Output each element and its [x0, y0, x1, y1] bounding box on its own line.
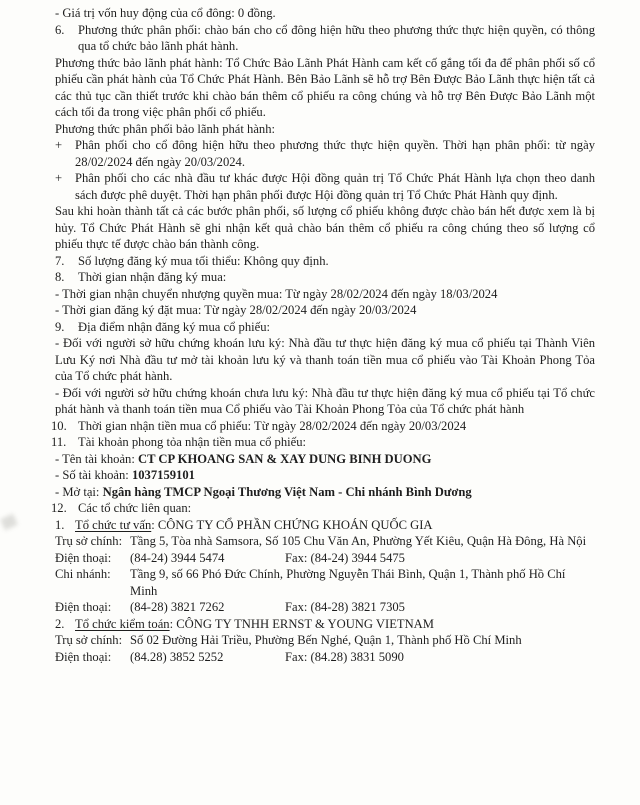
bank-label: - Mở tại:: [55, 484, 103, 499]
org-2-role: Tổ chức kiểm toán: [75, 616, 170, 631]
numbered-item-10: [51, 418, 595, 435]
item-6-method-paragraph: Phương thức phân phối bảo lãnh phát hành:: [55, 121, 276, 136]
org-1-colon: :: [151, 517, 158, 532]
numbered-item-9: [55, 319, 595, 336]
plus-marker: +: [55, 171, 63, 185]
item-8-dash-line-1: - Thời gian nhận chuyển nhượng quyền mua: Từ ngày 28/02/2024 đến ngày 18/03/2024: [55, 286, 498, 301]
item-9-dash-paragraph-1: - Đối với người sở hữu chứng khoán lưu ký: Nhà đầu tư thực hiện đăng ký mua cổ phiếu tại Thành Viên Lưu Ký nơi Nhà đầu tư mở tài khoản lưu ký và thanh toán tiền mua cổ phiếu vào Tài Khoản Phong Tỏa của Tổ chức phát hành.: [55, 336, 595, 383]
item-9-number: 9.: [55, 319, 65, 334]
phone-label: Điện thoại:: [55, 550, 112, 565]
numbered-item-12: [51, 500, 595, 517]
plus-bullet-1: [55, 137, 595, 170]
item-8-title: Thời gian nhận đăng ký mua:: [78, 270, 227, 284]
bank-value: Ngân hàng TMCP Ngoại Thương Việt Nam - Chi nhánh Bình Dương: [102, 484, 472, 499]
branch-label: Chi nhánh:: [55, 567, 111, 581]
phone-label: Điện thoại:: [55, 600, 112, 614]
org-2-number: 2.: [55, 616, 65, 631]
item-7-title: Số lượng đăng ký mua tối thiểu: Không quy định.: [78, 253, 329, 268]
phone-value: (84-28) 3821 7262: [130, 600, 225, 614]
item-8-number: 8.: [55, 270, 65, 284]
headoffice-value: Tầng 5, Tòa nhà Samsora, Số 105 Chu Văn An, Phường Yết Kiêu, Quận Hà Đông, Hà Nội: [130, 534, 587, 548]
fax-value: Fax: (84.28) 3831 5090: [285, 649, 404, 664]
headoffice-label: Trụ sở chính:: [55, 633, 123, 647]
numbered-item-8: [55, 269, 595, 286]
item-8-dash-line-2: - Thời gian đăng ký đặt mua: Từ ngày 28/02/2024 đến ngày 20/03/2024: [55, 303, 417, 317]
numbered-item-6: [55, 22, 595, 55]
item-6-closing-paragraph: Sau khi hoàn thành tất cả các bước phân phối, số lượng cổ phiếu không được chào bán hết được xem là bị hủy. Tổ Chức Phát Hành sẽ ghi nhận kết quả chào bán thêm cổ phiếu ra công chúng theo số lượng cổ phiếu thực tế được chào bán thành công.: [55, 204, 595, 251]
plus-bullet-2: [55, 170, 595, 203]
item-12-number: 12.: [51, 501, 67, 515]
phone-value: (84.28) 3852 5252: [130, 649, 224, 664]
numbered-item-11: [51, 434, 595, 451]
phone-value: (84-24) 3944 5474: [130, 550, 225, 565]
org-1-title: [75, 517, 595, 534]
item-12-title: Các tổ chức liên quan:: [78, 501, 192, 515]
numbered-item-7: [55, 253, 595, 270]
org-1-headoffice-row: [55, 533, 595, 550]
account-name-value: CT CP KHOANG SAN & XAY DUNG BINH DUONG: [138, 451, 432, 466]
account-number-label: - Số tài khoản:: [55, 468, 132, 482]
account-name-label: - Tên tài khoản:: [55, 451, 139, 466]
org-1-heading: [55, 517, 595, 534]
plus-marker: +: [55, 138, 63, 152]
item-9-title: Địa điểm nhận đăng ký mua cổ phiếu:: [78, 319, 271, 334]
account-number-line: [55, 467, 595, 484]
headoffice-label: Trụ sở chính:: [55, 534, 123, 548]
bank-line: [55, 484, 595, 501]
account-number-value: 1037159101: [131, 468, 195, 482]
org-1-branch-row: [55, 566, 595, 599]
fax-value: Fax: (84-24) 3944 5475: [285, 550, 405, 565]
org-1-number: 1.: [55, 517, 65, 532]
plus-bullet-1-text: Phân phối cho cổ đông hiện hữu theo phương thức thực hiện quyền. Thời hạn phân phối: từ ngày 28/02/2024 đến ngày 20/03/2024.: [75, 138, 595, 169]
org-1-name: CÔNG TY CỔ PHẦN CHỨNG KHOÁN QUỐC GIA: [157, 517, 433, 532]
org-2-heading: [55, 616, 595, 633]
phone-label: Điện thoại:: [55, 649, 112, 664]
account-name-line: [55, 451, 595, 468]
item-9-dash-paragraph-2: - Đối với người sở hữu chứng khoán chưa lưu ký: Nhà đầu tư thực hiện đăng ký mua cổ phiếu tại Tổ chức phát hành và thanh toán tiền mua Cổ phiếu vào Tài Khoản Phong Tỏa của Tổ chức phát hành: [55, 385, 595, 416]
fax-value: Fax: (84-28) 3821 7305: [285, 600, 405, 614]
org-1-role: Tổ chức tư vấn: [75, 517, 152, 532]
lead-dash-line: - Giá trị vốn huy động của cổ đông: 0 đồng.: [55, 6, 276, 20]
item-11-number: 11.: [51, 435, 67, 449]
org-1-phone-row: [55, 550, 595, 567]
org-2-headoffice-row: [55, 632, 595, 649]
item-6-number: 6.: [55, 22, 65, 37]
org-2-title: [75, 616, 595, 633]
item-6-title: Phương thức phân phối: chào bán cho cổ đông hiện hữu theo phương thức thực hiện quyền, có thông qua tổ chức bảo lãnh phát hành.: [78, 22, 595, 53]
scan-smudge-artifact: [0, 514, 18, 531]
org-2-colon: :: [169, 616, 177, 631]
item-11-title: Tài khoản phong tỏa nhận tiền mua cổ phiếu:: [78, 435, 307, 449]
branch-value: Tầng 9, số 66 Phó Đức Chính, Phường Nguyễn Thái Bình, Quận 1, Thành phố Hồ Chí Minh: [130, 567, 566, 598]
headoffice-value: Số 02 Đường Hải Triều, Phường Bến Nghé, Quận 1, Thành phố Hồ Chí Minh: [130, 633, 522, 647]
org-1-branch-phone-row: [55, 599, 595, 616]
org-2-phone-row: [55, 649, 595, 666]
item-10-title: Thời gian nhận tiền mua cổ phiếu: Từ ngày 28/02/2024 đến ngày 20/03/2024: [78, 418, 467, 433]
item-6-underwriting-paragraph: Phương thức bảo lãnh phát hành: Tổ Chức Bảo Lãnh Phát Hành cam kết cố gắng tối đa để phân phối số cổ phiếu cần phát hành của Tổ Chức Phát Hành. Bên Bảo Lãnh sẽ hỗ trợ Bên Được Bảo Lãnh thực hiện tất cả các thủ tục cần thiết trước khi chào bán thêm cổ phiếu ra công chúng và hỗ trợ Bên Được Bảo Lãnh một cách tối đa trong việc phân phối cổ phiếu.: [55, 55, 595, 119]
org-2-name: CÔNG TY TNHH ERNST & YOUNG VIETNAM: [176, 616, 434, 631]
plus-bullet-2-text: Phân phối cho các nhà đầu tư khác được Hội đồng quản trị Tổ Chức Phát Hành lựa chọn theo danh sách được phê duyệt. Thời hạn phân phối được Hội đồng quản trị Tổ Chức Phát Hành quy định.: [75, 171, 595, 202]
item-10-number: 10.: [51, 418, 67, 433]
item-7-number: 7.: [55, 253, 65, 268]
